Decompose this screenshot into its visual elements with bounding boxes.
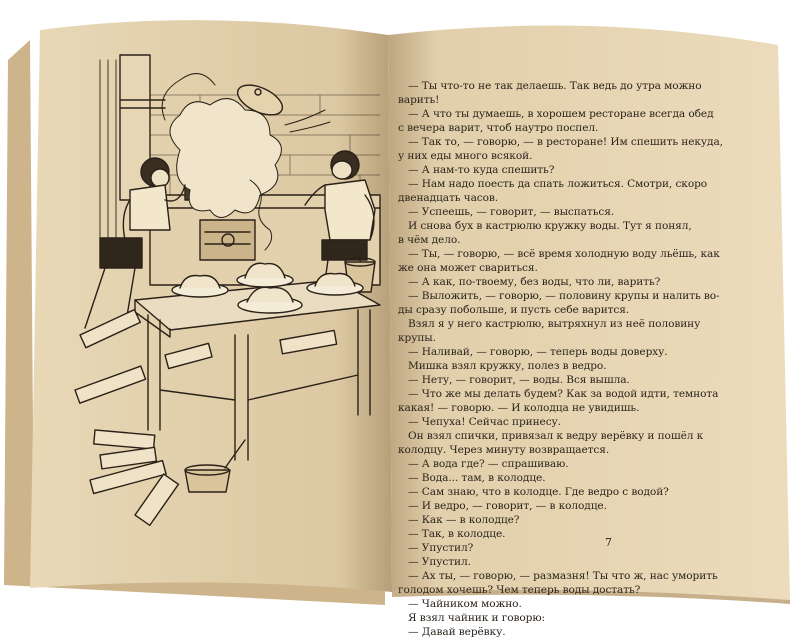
text-line: крупы.	[398, 332, 436, 344]
text-line: — Нам надо поесть да спать ложиться. Смотри, скоро	[408, 178, 708, 190]
text-line: — Ты, — говорю, — всё время холодную воду льёшь, как	[408, 248, 720, 260]
text-line: ды сразу побольше, и пусть себе варится.	[398, 304, 630, 316]
text-line: — Чепуха! Сейчас принесу.	[408, 416, 561, 428]
text-line: — Вода... там, в колодце.	[408, 472, 546, 484]
text-line: — Ах ты, — говорю, — размазня! Ты что ж, нас уморить	[408, 570, 718, 582]
text-line: с вечера варит, чтоб наутро поспел.	[398, 122, 599, 134]
text-line: — Так, в колодце.	[408, 528, 506, 540]
text-line: же она может свариться.	[398, 262, 538, 274]
text-line: — Сам знаю, что в колодце. Где ведро с водой?	[408, 486, 669, 498]
text-line: — Что же мы делать будем? Как за водой идти, темнота	[408, 388, 719, 400]
text-line: — А вода где? — спрашиваю.	[408, 458, 569, 470]
text-line: Мишка взял кружку, полез в ведро.	[408, 360, 607, 372]
text-line: — А нам-то куда спешить?	[408, 164, 555, 176]
text-line: — Упустил?	[408, 542, 474, 554]
text-line: — Как — в колодце?	[408, 514, 520, 526]
text-line: — А что ты думаешь, в хорошем ресторане всегда обед	[408, 108, 714, 120]
text-line: колодцу. Через минуту возвращается.	[398, 444, 610, 456]
page-number: 7	[605, 536, 612, 549]
text-line: варить!	[398, 94, 440, 106]
text-line: двенадцать часов.	[398, 192, 499, 204]
text-line: — А как, по-твоему, без воды, что ли, варить?	[408, 276, 661, 288]
text-line: — И ведро, — говорит, — в колодце.	[408, 500, 607, 512]
text-line: — Ты что-то не так делаешь. Так ведь до утра можно	[408, 80, 702, 92]
text-line: И снова бух в кастрюлю кружку воды. Тут я понял,	[408, 220, 692, 232]
text-line: голодом хочешь? Чем теперь воды достать?	[398, 584, 641, 596]
text-line: Взял я у него кастрюлю, вытряхнул из неё половину	[408, 318, 701, 330]
text-line: Он взял спички, привязал к ведру верёвку и пошёл к	[408, 430, 704, 442]
text-line: у них еды много всякой.	[398, 150, 533, 162]
text-line: какая! — говорю. — И колодца не увидишь.	[398, 402, 640, 414]
text-line: — Давай верёвку.	[408, 626, 506, 638]
text-line: — Выложить, — говорю, — половину крупы и налить во-	[408, 290, 720, 302]
text-line: — Так то, — говорю, — в ресторане! Им спешить некуда,	[408, 136, 723, 148]
text-line: Я взял чайник и говорю:	[408, 612, 545, 624]
text-line: — Нету, — говорит, — воды. Вся вышла.	[408, 374, 630, 386]
text-line: — Успеешь, — говорит, — выспаться.	[408, 206, 615, 218]
text-line: — Наливай, — говорю, — теперь воды доверху.	[408, 346, 668, 358]
text-line: в чём дело.	[398, 234, 461, 246]
text-line: — Упустил.	[408, 556, 471, 568]
text-line: — Чайником можно.	[408, 598, 522, 610]
